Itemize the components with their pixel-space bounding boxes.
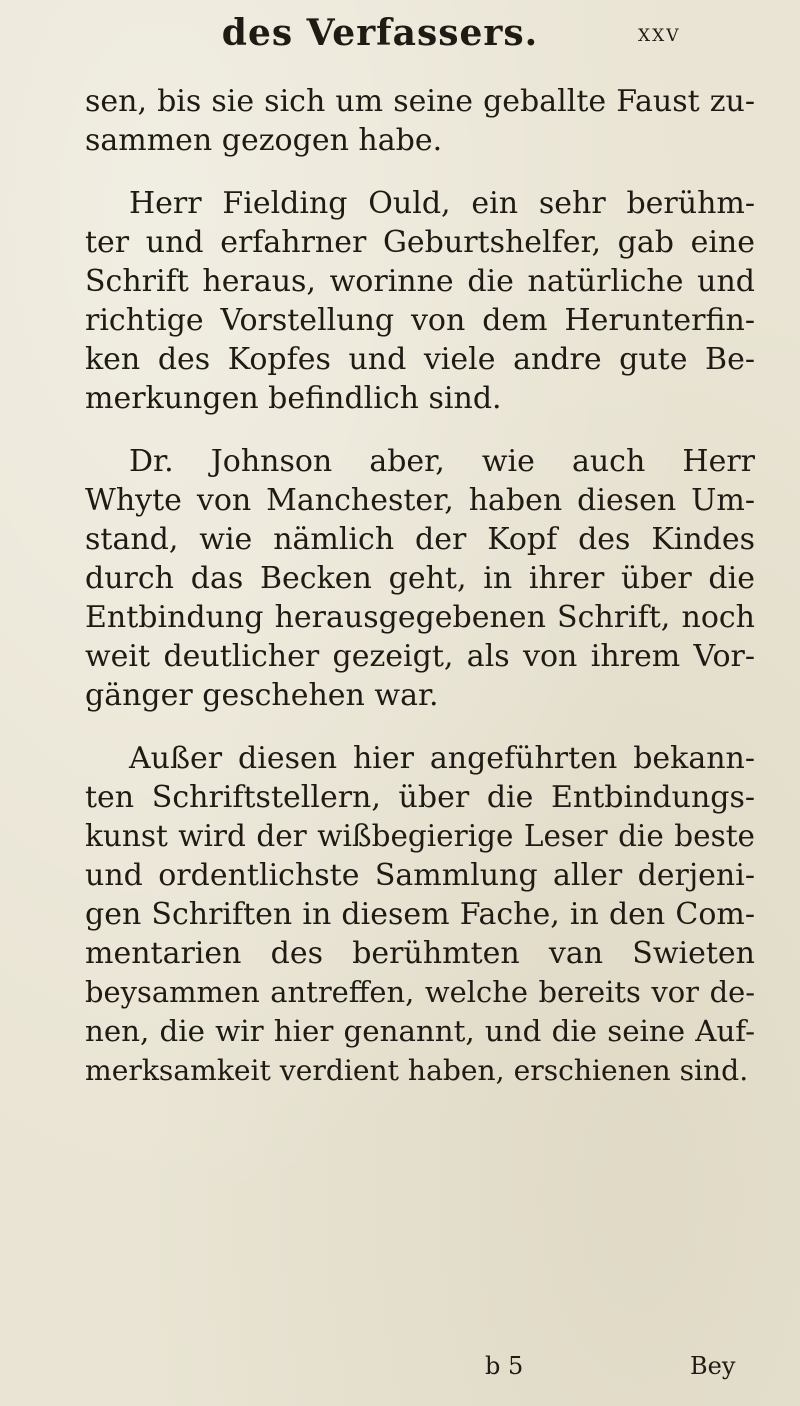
running-head xyxy=(0,12,800,72)
text-line: durch das Becken geht, in ihrer über die xyxy=(85,561,755,596)
text-line: und ordentlichste Sammlung aller derjeni- xyxy=(85,858,755,893)
text-line: Entbindung herausgegebenen Schrift, noch xyxy=(85,600,755,635)
catchline xyxy=(0,1352,800,1392)
paragraph xyxy=(85,739,755,1090)
text-line: Herr Fielding Ould, ein sehr berühm- xyxy=(129,186,755,221)
text-line: gen Schriften in diesem Fache, in den Com- xyxy=(85,897,755,932)
signature-mark: b 5 xyxy=(485,1352,524,1380)
text-line: weit deutlicher gezeigt, als von ihrem Vor- xyxy=(85,639,755,674)
text-line: stand, wie nämlich der Kopf des Kindes xyxy=(85,522,755,557)
body-text xyxy=(85,82,755,1090)
text-line: ter und erfahrner Geburtshelfer, gab eine xyxy=(85,225,755,260)
running-title: des Verfassers. xyxy=(221,12,539,54)
text-line: gänger geschehen war. xyxy=(85,678,439,713)
text-line: ken des Kopfes und viele andre gute Be- xyxy=(85,342,755,377)
text-line: nen, die wir hier genannt, und die seine Auf- xyxy=(85,1014,755,1048)
paragraph xyxy=(85,184,755,418)
page-number: XXV xyxy=(638,26,681,46)
text-line: mentarien des berühmten van Swieten xyxy=(85,936,755,971)
catchword: Bey xyxy=(690,1352,736,1380)
text-line: kunst wird der wißbegierige Leser die beste xyxy=(85,819,755,853)
text-line: sammen gezogen habe. xyxy=(85,123,443,158)
paragraph xyxy=(85,82,755,160)
text-line: richtige Vorstellung von dem Herunterfin- xyxy=(85,303,755,338)
text-line: ten Schriftstellern, über die Entbindungs- xyxy=(85,780,755,815)
paragraph xyxy=(85,442,755,715)
text-line: beysammen antreffen, welche bereits vor de- xyxy=(85,975,755,1009)
text-line: sen, bis sie sich um seine geballte Faust zu- xyxy=(85,84,755,119)
text-line: Außer diesen hier angeführten bekann- xyxy=(129,741,755,776)
text-line: Schrift heraus, worinne die natürliche und xyxy=(85,264,755,299)
text-line: merksamkeit verdient haben, erschienen sind. xyxy=(85,1054,749,1087)
text-line: merkungen befindlich sind. xyxy=(85,381,502,416)
text-line: Whyte von Manchester, haben diesen Um- xyxy=(85,483,755,518)
text-line: Dr. Johnson aber, wie auch Herr xyxy=(129,444,755,479)
